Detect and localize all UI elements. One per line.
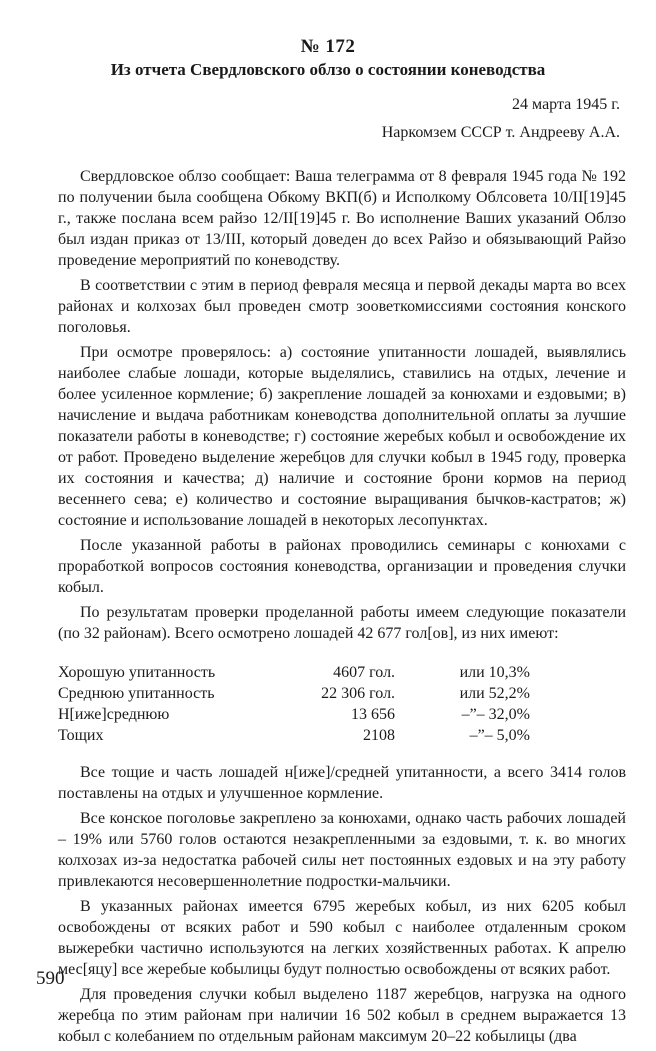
stats-count: 13 656 [351, 706, 396, 723]
paragraph: Свердловское облзо сообщает: Ваша телеграмма от 8 февраля 1945 года № 192 по получении была сообщена Обкому ВКП(б) и Исполкому Облсовета 10/II[19]45 г., также послана всем райзо 12/II[19]45 г. Во исполнение Ваших указаний Облзо был издан приказ от 13/III, который доведен до всех Райзо и обязывающий Райзо проведение мероприятий по коневодству. [58, 168, 626, 269]
paragraph: По результатам проверки проделанной работы имеем следующие показатели (по 32 районам). Всего осмотрено лошадей 42 677 гол[ов], из них имеют: [58, 604, 626, 642]
stats-row [58, 683, 626, 704]
stats-share: или 52,2% [459, 685, 530, 702]
stats-count: 4607 гол. [333, 664, 396, 681]
document-body [58, 166, 626, 1051]
stats-category: Среднюю упитанность [58, 685, 215, 702]
paragraph: После указанной работы в районах проводились семинары с конюхами с проработкой вопросов состояния коневодства, организации и проведения случки кобыл. [58, 537, 626, 596]
stats-category: Тощих [58, 727, 104, 744]
document-number: № 172 [300, 36, 356, 57]
stats-share: или 10,3% [459, 664, 530, 681]
stats-share: –”– 32,0% [461, 706, 530, 723]
document-title: Из отчета Свердловского облзо о состоянии коневодства [110, 60, 546, 79]
page-number: 590 [36, 968, 65, 989]
paragraph: Все тощие и часть лошадей н[иже]/средней упитанности, а всего 3414 голов поставлены на отдых и улучшенное кормление. [58, 764, 626, 802]
stats-share: –”– 5,0% [469, 727, 530, 744]
stats-count: 2108 [363, 727, 396, 744]
stats-row [58, 704, 626, 725]
stats-row [58, 725, 626, 746]
document-addressee: Наркомзем СССР т. Андрееву А.А. [381, 124, 620, 141]
stats-category: Хорошую упитанность [58, 664, 216, 681]
document-date: 24 марта 1945 г. [512, 96, 620, 113]
paragraph: При осмотре проверялось: а) состояние упитанности лошадей, выявлялись наиболее слабые лошади, которые выделялись, ставились на отдых, лечение и более усиленное кормление; б) закрепление лошадей за конюхами и ездовыми; в) начисление и выдача работникам коневодства дополнительной оплаты за лучшие показатели работы в коневодстве; г) состояние жеребых кобыл и освобождение их от работ. Проведено выделение жеребцов для случки кобыл в 1945 году, проверка их состояния и качества; д) наличие и состояние брони кормов на период весеннего сева; е) количество и состояние выращивания бычков-кастратов; ж) состояние и использование лошадей в некоторых лесопунктах. [58, 344, 626, 529]
paragraph: Для проведения случки кобыл выделено 1187 жеребцов, нагрузка на одного жеребца по этим районам при наличии 16 502 кобыл в среднем выражается 13 кобыл с колебанием по отдельным районам максимум 20–22 кобылицы (два [58, 986, 626, 1045]
paragraph: В соответствии с этим в период февраля месяца и первой декады марта во всех районах и колхозах был проведен смотр зооветкомиссиями состояния конского поголовья. [58, 277, 626, 336]
paragraph: Все конское поголовье закреплено за конюхами, однако часть рабочих лошадей – 19% или 5760 голов остаются незакрепленными за ездовыми, т. к. во многих колхозах из-за недостатка рабочей силы нет постоянных ездовых и на эту работу привлекаются несовершеннолетние подростки-мальчики. [58, 810, 626, 890]
stats-count: 22 306 гол. [321, 685, 396, 702]
paragraph: В указанных районах имеется 6795 жеребых кобыл, из них 6205 кобыл освобождены от всяких работ и 590 кобыл с наиболее отдаленным сроком выжеребки частично используются на легких хозяйственных работах. К апрелю мес[яцу] все жеребые кобылицы будут полностью освобождены от всяких работ. [58, 898, 626, 978]
stats-category: Н[иже]среднюю [58, 706, 170, 723]
stats-table [58, 662, 626, 746]
stats-row [58, 662, 626, 683]
